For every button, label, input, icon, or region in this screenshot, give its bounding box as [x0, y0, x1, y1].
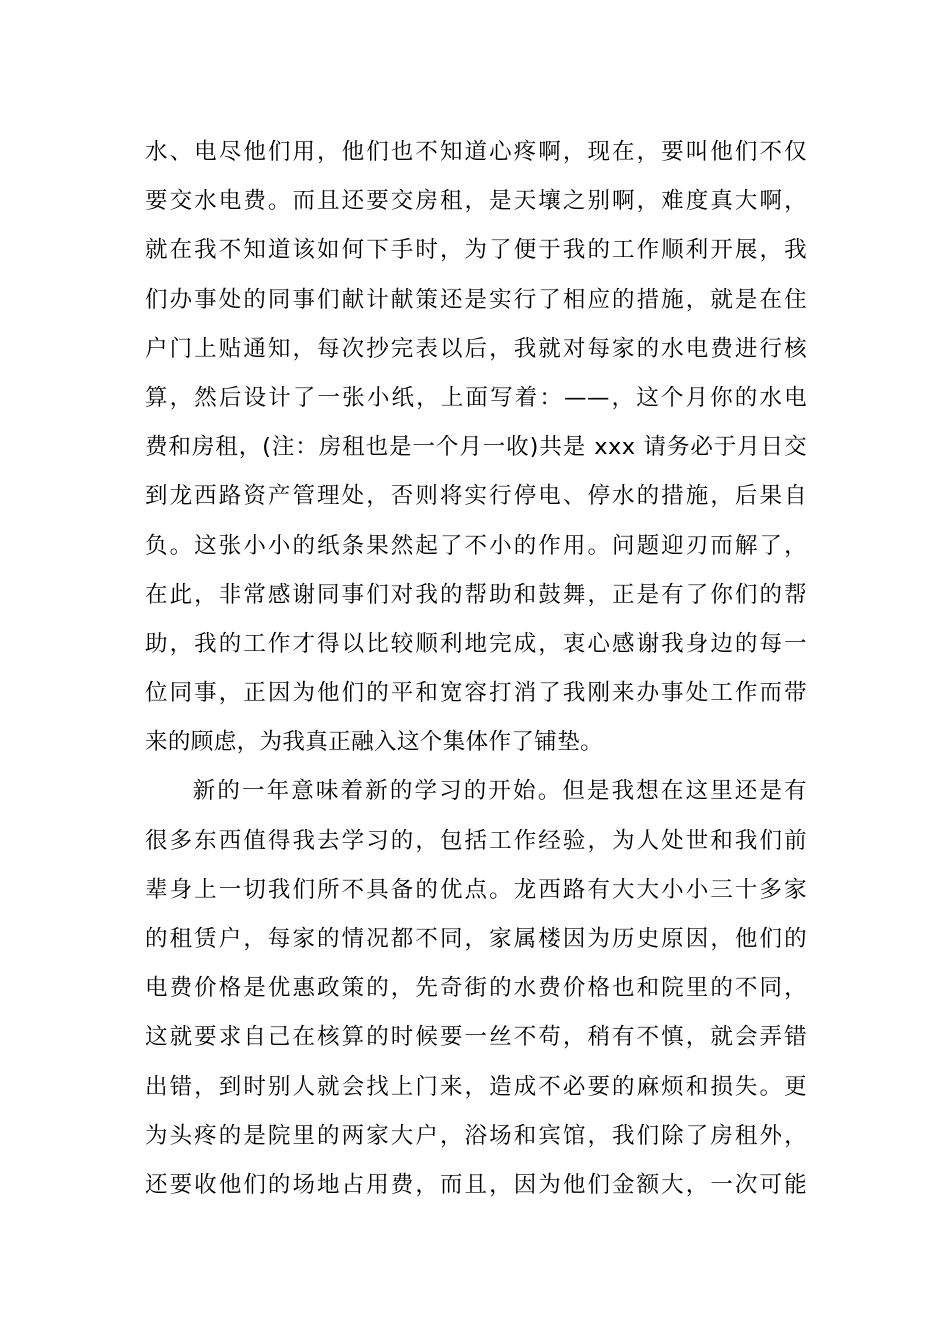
- paragraph-1: [145, 128, 807, 767]
- text-line: 水、电尽他们用，他们也不知道心疼啊，现在，要叫他们不仅: [145, 139, 807, 165]
- text-line: 辈身上一切我们所不具备的优点。龙西路有大大小小三十多家: [145, 876, 807, 903]
- text-line: 要交水电费。而且还要交房租，是天壤之别啊，难度真大啊，: [145, 188, 807, 215]
- paragraph-2: [145, 767, 807, 1210]
- body-text: [145, 128, 807, 1210]
- text-line-content: 新的一年意味着新的学习的开始。但是我想在这里还是有: [191, 778, 807, 805]
- text-line: 来的顾虑，为我真正融入这个集体作了铺垫。: [145, 729, 604, 756]
- text-line: 费和房租，(注：房租也是一个月一收)共是 xxx 请务必于月日交: [145, 434, 807, 461]
- text-line: 助，我的工作才得以比较顺利地完成，衷心感谢我身边的每一: [145, 630, 807, 657]
- text-line-first: [145, 767, 807, 816]
- text-line: 的租赁户，每家的情况都不同，家属楼因为历史原因，他们的: [145, 926, 807, 952]
- text-line: 还要收他们的场地占用费，而且，因为他们金额大，一次可能: [145, 1171, 807, 1198]
- text-line: 就在我不知道该如何下手时，为了便于我的工作顺利开展，我: [145, 237, 807, 264]
- text-line: 算，然后设计了一张小纸，上面写着：——，这个月你的水电: [145, 384, 807, 411]
- text-line: 户门上贴通知，每次抄完表以后，我就对每家的水电费进行核: [145, 335, 807, 362]
- text-line: 为头疼的是院里的两家大户，浴场和宾馆，我们除了房租外，: [145, 1122, 807, 1149]
- text-line: 电费价格是优惠政策的，先奇街的水费价格也和院里的不同，: [145, 975, 807, 1002]
- text-line: 位同事，正因为他们的平和宽容打消了我刚来办事处工作而带: [145, 680, 807, 707]
- text-line: 到龙西路资产管理处，否则将实行停电、停水的措施，后果自: [145, 483, 807, 510]
- text-line: 出错，到时别人就会找上门来，造成不必要的麻烦和损失。更: [145, 1073, 807, 1100]
- text-line: 这就要求自己在核算的时候要一丝不苟，稍有不慎，就会弄错: [145, 1024, 807, 1051]
- text-line: 负。这张小小的纸条果然起了不小的作用。问题迎刃而解了，: [145, 532, 807, 559]
- text-line: 们办事处的同事们献计献策还是实行了相应的措施，就是在住: [145, 286, 807, 313]
- text-line: 在此，非常感谢同事们对我的帮助和鼓舞，正是有了你们的帮: [145, 581, 807, 608]
- text-line: 很多东西值得我去学习的，包括工作经验，为人处世和我们前: [145, 827, 807, 854]
